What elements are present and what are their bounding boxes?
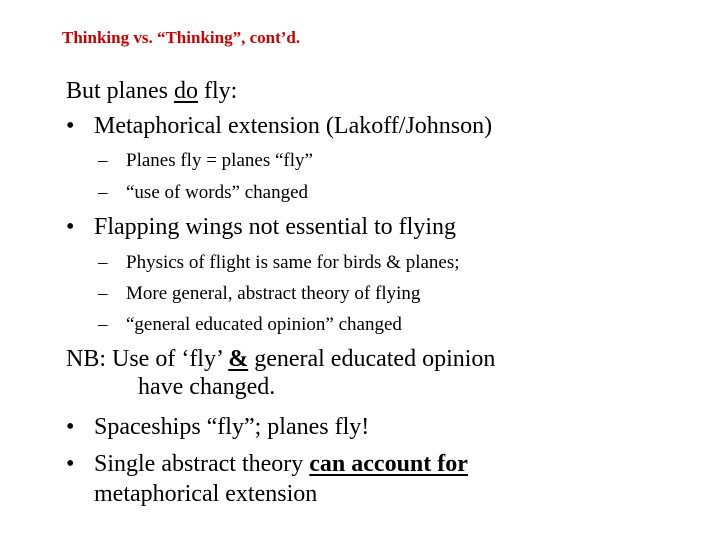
bullet-continuation: metaphorical extension bbox=[94, 481, 318, 507]
intro-text-end: fly: bbox=[198, 78, 238, 104]
bullet-text bbox=[94, 451, 468, 478]
dash-icon: – bbox=[98, 283, 108, 304]
bullet-icon: • bbox=[66, 451, 75, 477]
bullet-text: Spaceships “fly”; planes fly! bbox=[94, 414, 370, 440]
sub-bullet-text: “use of words” changed bbox=[126, 182, 309, 203]
bullet-text: Metaphorical extension (Lakoff/Johnson) bbox=[94, 113, 493, 139]
bullet-text: Flapping wings not essential to flying bbox=[94, 214, 456, 240]
dash-icon: – bbox=[98, 182, 108, 203]
nb-text: NB: Use of ‘fly’ bbox=[66, 346, 229, 372]
nb-continuation: have changed. bbox=[138, 374, 276, 400]
bullet-icon: • bbox=[66, 214, 75, 240]
nb-text-end: general educated opinion bbox=[248, 346, 496, 372]
sub-bullet-text: More general, abstract theory of flying bbox=[126, 283, 421, 304]
intro-emphasis: do bbox=[174, 78, 198, 104]
slide-title: Thinking vs. “Thinking”, cont’d. bbox=[62, 28, 301, 47]
sub-bullet-text: Planes fly = planes “fly” bbox=[126, 150, 313, 171]
intro-line bbox=[66, 78, 237, 105]
intro-text: But planes bbox=[66, 78, 174, 104]
dash-icon: – bbox=[98, 150, 108, 171]
dash-icon: – bbox=[98, 252, 108, 273]
sub-bullet-text: “general educated opinion” changed bbox=[126, 314, 402, 335]
bullet-icon: • bbox=[66, 113, 75, 139]
sub-bullet-text: Physics of flight is same for birds & planes; bbox=[126, 252, 460, 273]
dash-icon: – bbox=[98, 314, 108, 335]
bullet-icon: • bbox=[66, 414, 75, 440]
nb-line bbox=[66, 346, 495, 373]
bullet-text-start: Single abstract theory bbox=[94, 451, 310, 477]
nb-emphasis: & bbox=[228, 346, 249, 372]
bullet-emphasis: can account for bbox=[309, 451, 468, 477]
